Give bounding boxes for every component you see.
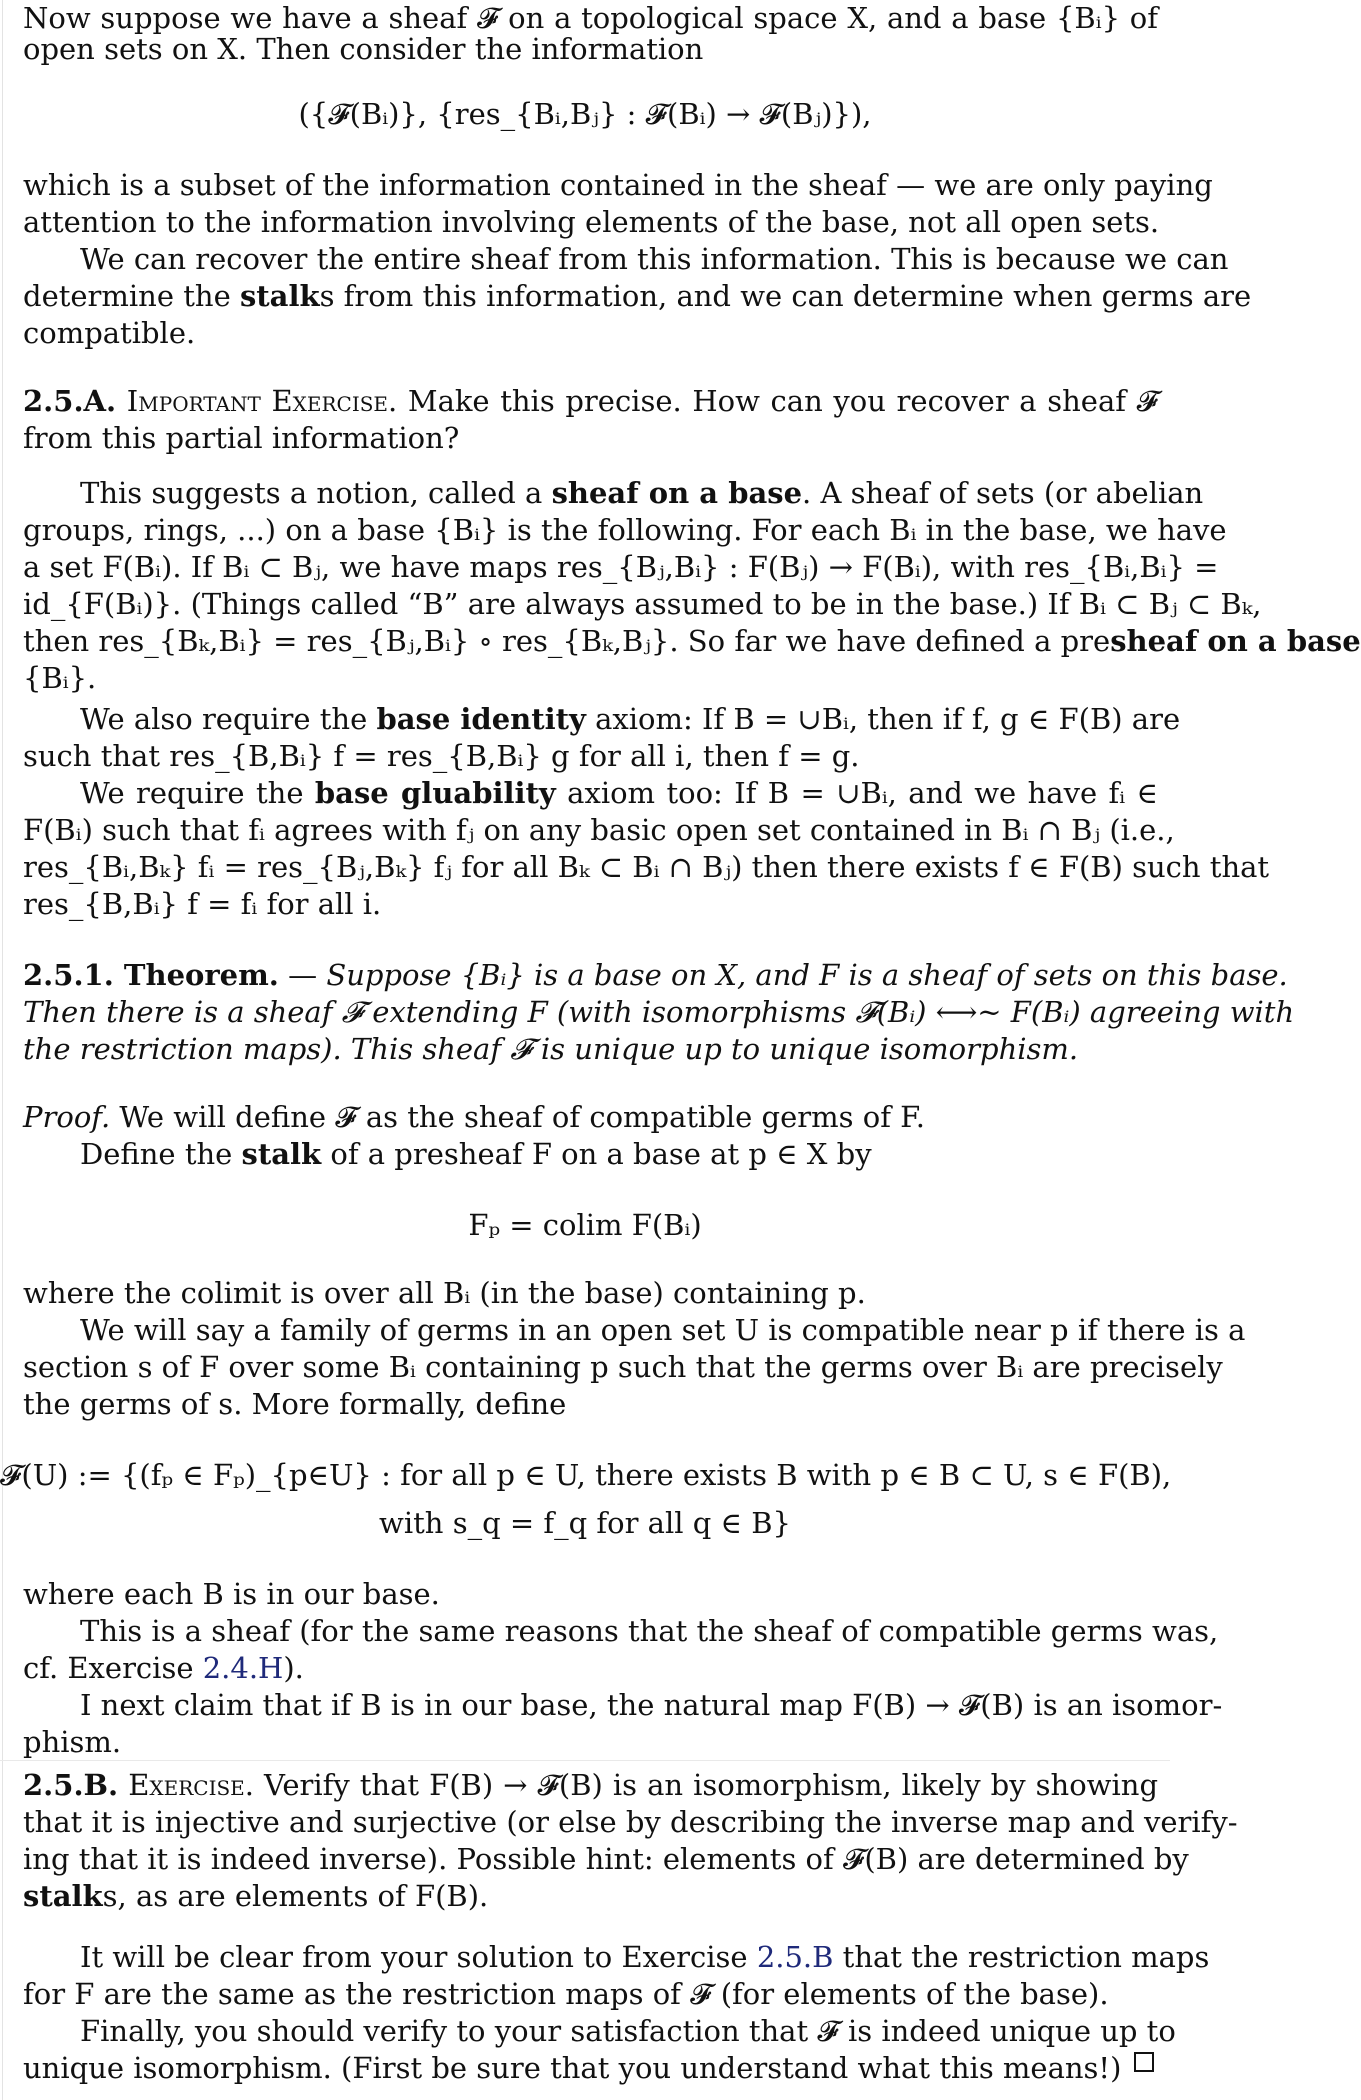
text-line: unique isomorphism. (First be sure that you understand what this means!) bbox=[23, 2051, 1122, 2085]
text-line: open sets on X. Then consider the information bbox=[23, 32, 704, 66]
text-line: where each B is in our base. bbox=[23, 1577, 440, 1611]
text-line: ing that it is indeed inverse). Possible hint: elements of 𝓕(B) are determined by bbox=[23, 1842, 1189, 1876]
text-line: determine the stalks from this information, and we can determine when germs are bbox=[23, 279, 1252, 313]
text-line: stalks, as are elements of F(B). bbox=[23, 1879, 489, 1913]
text-line: section s of F over some Bᵢ containing p such that the germs over Bᵢ are precisely bbox=[23, 1350, 1223, 1384]
page-edge bbox=[2, 0, 3, 2100]
text-line: with s_q = f_q for all q ∈ B} bbox=[379, 1506, 791, 1540]
text-line: It will be clear from your solution to Exercise 2.5.B that the restriction maps bbox=[80, 1940, 1210, 1974]
text-line: the restriction maps). This sheaf 𝓕 is unique up to unique isomorphism. bbox=[23, 1032, 1079, 1066]
text-line: a set F(Bᵢ). If Bᵢ ⊂ Bⱼ, we have maps res_{Bⱼ,Bᵢ} : F(Bⱼ) → F(Bᵢ), with res_{Bᵢ,Bᵢ} = bbox=[23, 550, 1219, 584]
text-line: res_{B,Bᵢ} f = fᵢ for all i. bbox=[23, 887, 382, 921]
text-line: for F are the same as the restriction maps of 𝓕 (for elements of the base). bbox=[23, 1977, 1109, 2011]
text-line: We will say a family of germs in an open set U is compatible near p if there is a bbox=[80, 1313, 1246, 1347]
text-line: Proof. We will define 𝓕 as the sheaf of compatible germs of F. bbox=[23, 1100, 925, 1134]
text-line: the germs of s. More formally, define bbox=[23, 1387, 567, 1421]
text-line: This suggests a notion, called a sheaf on a base. A sheaf of sets (or abelian bbox=[80, 476, 1204, 510]
text-line: 𝓕(U) := {(fₚ ∈ Fₚ)_{p∈U} : for all p ∈ U, there exists B with p ∈ B ⊂ U, s ∈ F(B), bbox=[0, 1458, 1172, 1492]
text-line: 2.5.B. Exercise. Verify that F(B) → 𝓕(B) is an isomorphism, likely by showing bbox=[23, 1768, 1159, 1802]
text-line: phism. bbox=[23, 1725, 122, 1759]
text-line: Finally, you should verify to your satisfaction that 𝓕 is indeed unique up to bbox=[80, 2014, 1176, 2048]
text-line: We also require the base identity axiom: If B = ∪Bᵢ, then if f, g ∈ F(B) are bbox=[80, 702, 1181, 736]
text-line: such that res_{B,Bᵢ} f = res_{B,Bᵢ} g for all i, then f = g. bbox=[23, 739, 860, 773]
text-line: Now suppose we have a sheaf 𝓕 on a topological space X, and a base {Bᵢ} of bbox=[23, 1, 1158, 35]
text-line: from this partial information? bbox=[23, 421, 460, 455]
text-line: {Bᵢ}. bbox=[23, 661, 97, 695]
text-line: which is a subset of the information contained in the sheaf — we are only paying bbox=[23, 168, 1213, 202]
text-line: I next claim that if B is in our base, the natural map F(B) → 𝓕(B) is an isomor- bbox=[80, 1688, 1223, 1722]
text-line: Then there is a sheaf 𝓕 extending F (with isomorphisms 𝓕(Bᵢ) ⟷~ F(Bᵢ) agreeing with bbox=[23, 995, 1295, 1029]
text-line: then res_{Bₖ,Bᵢ} = res_{Bⱼ,Bᵢ} ∘ res_{Bₖ,Bⱼ}. So far we have defined a presheaf on a base bbox=[23, 624, 1361, 658]
text-line: id_{F(Bᵢ)}. (Things called “B” are always assumed to be in the base.) If Bᵢ ⊂ Bⱼ ⊂ Bₖ, bbox=[23, 587, 1262, 621]
text-line: 2.5.A. Important Exercise. Make this precise. How can you recover a sheaf 𝓕 bbox=[23, 384, 1159, 418]
text-line: We can recover the entire sheaf from this information. This is because we can bbox=[80, 242, 1229, 276]
qed-box-icon bbox=[1134, 2052, 1154, 2072]
text-line: res_{Bᵢ,Bₖ} fᵢ = res_{Bⱼ,Bₖ} fⱼ for all Bₖ ⊂ Bᵢ ∩ Bⱼ) then there exists f ∈ F(B) such that bbox=[23, 850, 1270, 884]
text-line: cf. Exercise 2.4.H). bbox=[23, 1651, 304, 1685]
text-line: Fₚ = colim F(Bᵢ) bbox=[468, 1208, 702, 1242]
exercise-link[interactable]: 2.4.H bbox=[202, 1651, 284, 1685]
text-line: 2.5.1. Theorem. — Suppose {Bᵢ} is a base on X, and F is a sheaf of sets on this base. bbox=[23, 958, 1288, 992]
exercise-link[interactable]: 2.5.B bbox=[756, 1940, 834, 1974]
text-line: ({𝓕(Bᵢ)}, {res_{Bᵢ,Bⱼ} : 𝓕(Bᵢ) → 𝓕(Bⱼ)}), bbox=[298, 97, 872, 131]
text-line: attention to the information involving elements of the base, not all open sets. bbox=[23, 205, 1160, 239]
text-line: Define the stalk of a presheaf F on a base at p ∈ X by bbox=[80, 1137, 872, 1171]
text-line: F(Bᵢ) such that fᵢ agrees with fⱼ on any basic open set contained in Bᵢ ∩ Bⱼ (i.e., bbox=[23, 813, 1175, 847]
text-line: where the colimit is over all Bᵢ (in the base) containing p. bbox=[23, 1276, 866, 1310]
text-line: compatible. bbox=[23, 316, 196, 350]
text-line: We require the base gluability axiom too: If B = ∪Bᵢ, and we have fᵢ ∈ bbox=[80, 776, 1158, 810]
text-line: groups, rings, ...) on a base {Bᵢ} is the following. For each Bᵢ in the base, we have bbox=[23, 513, 1227, 547]
text-line: This is a sheaf (for the same reasons that the sheaf of compatible germs was, bbox=[80, 1614, 1219, 1648]
text-line: that it is injective and surjective (or else by describing the inverse map and verify- bbox=[23, 1805, 1238, 1839]
